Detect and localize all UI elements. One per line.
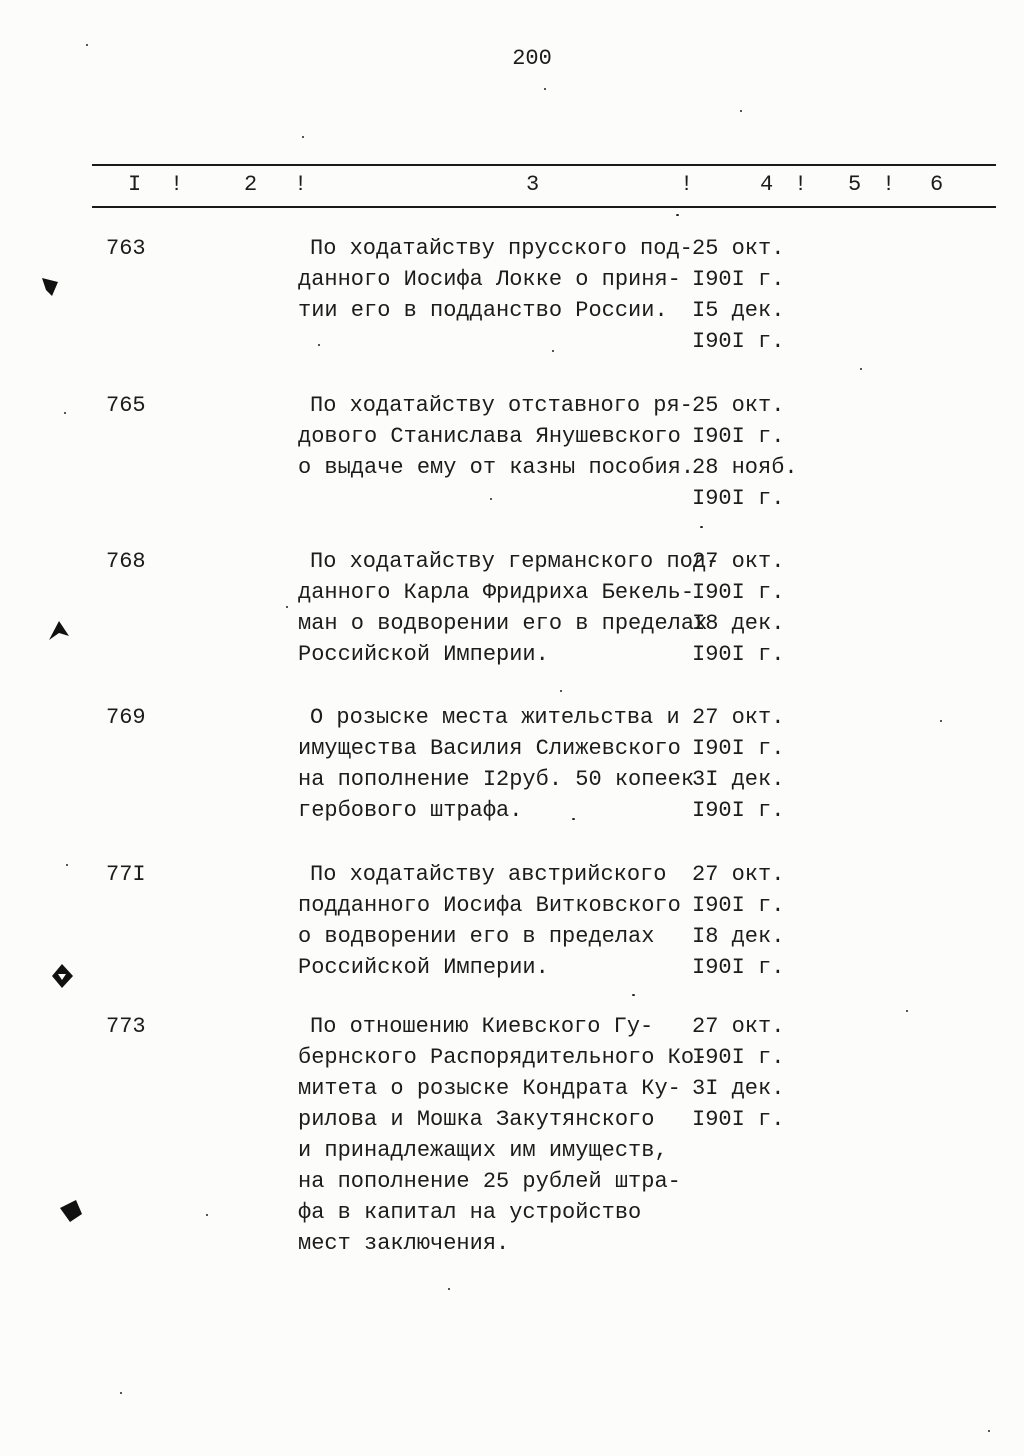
record-title: [298, 702, 695, 826]
record-dates: [692, 233, 832, 357]
column-header-6: 6: [930, 172, 944, 197]
title-line: бернского Распорядительного Ко-: [298, 1045, 708, 1070]
title-line: О розыске места жительства и: [310, 705, 680, 730]
binding-hole-mark: [36, 270, 66, 300]
date-line: 3I дек.: [692, 767, 785, 792]
date-line: 3I дек.: [692, 1076, 785, 1101]
title-line: фа в капитал на устройство: [298, 1200, 642, 1225]
column-header-2: 2: [244, 172, 258, 197]
date-line: I90I г.: [692, 955, 785, 980]
title-line: По отношению Киевского Гу-: [310, 1014, 654, 1039]
title-line: Российской Империи.: [298, 955, 549, 980]
date-line: I90I г.: [692, 1045, 785, 1070]
title-line: тии его в подданство России.: [298, 298, 668, 323]
table-header-rule: [92, 206, 996, 208]
binding-hole-mark: [46, 960, 78, 992]
record-dates: [692, 1011, 832, 1135]
column-separator: !: [882, 172, 896, 197]
title-line: о водворении его в пределах: [298, 924, 655, 949]
record-number: 769: [106, 705, 146, 730]
date-line: I8 дек.: [692, 924, 785, 949]
title-line: По ходатайству прусского под-: [310, 236, 693, 261]
date-line: I90I г.: [692, 1107, 785, 1132]
record-number: 77I: [106, 862, 146, 887]
record-title: [298, 859, 688, 983]
title-line: митета о розыске Кондрата Ку-: [298, 1076, 681, 1101]
title-line: ман о водворении его в пределах: [298, 611, 708, 636]
column-header-4: 4: [760, 172, 774, 197]
date-line: I90I г.: [692, 267, 785, 292]
title-line: По ходатайству отставного ря-: [310, 393, 693, 418]
binding-hole-mark: [44, 618, 74, 648]
record-number: 765: [106, 393, 146, 418]
title-line: о выдаче ему от казны пособия.: [298, 455, 695, 480]
date-line: 28 нояб.: [692, 455, 798, 480]
title-line: гербового штрафа.: [298, 798, 523, 823]
record-number: 763: [106, 236, 146, 261]
column-separator: !: [294, 172, 308, 197]
column-header-3: 3: [526, 172, 540, 197]
table-top-rule: [92, 164, 996, 166]
column-separator: !: [680, 172, 694, 197]
date-line: 27 окт.: [692, 705, 785, 730]
title-line: подданного Иосифа Витковского: [298, 893, 681, 918]
column-header-1: I: [128, 172, 142, 197]
title-line: мест заключения.: [298, 1231, 510, 1256]
record-dates: [692, 390, 832, 514]
date-line: I90I г.: [692, 798, 785, 823]
binding-hole-mark: [56, 1196, 86, 1226]
record-dates: [692, 546, 832, 670]
title-line: дового Станислава Янушевского: [298, 424, 681, 449]
title-line: данного Карла Фридриха Бекель-: [298, 580, 695, 605]
title-line: и принадлежащих им имуществ,: [298, 1138, 668, 1163]
title-line: По ходатайству германского под-: [310, 549, 720, 574]
date-line: I90I г.: [692, 424, 785, 449]
date-line: I90I г.: [692, 893, 785, 918]
record-title: [298, 233, 693, 326]
date-line: I90I г.: [692, 486, 785, 511]
date-line: 27 окт.: [692, 862, 785, 887]
title-line: на пополнение I2руб. 50 копеек: [298, 767, 695, 792]
record-number: 768: [106, 549, 146, 574]
title-line: имущества Василия Слижевского: [298, 736, 681, 761]
column-separator: !: [794, 172, 808, 197]
title-line: Российской Империи.: [298, 642, 549, 667]
record-title: [298, 1011, 708, 1259]
date-line: I90I г.: [692, 642, 785, 667]
date-line: I90I г.: [692, 329, 785, 354]
title-line: По ходатайству австрийского: [310, 862, 667, 887]
record-number: 773: [106, 1014, 146, 1039]
record-title: [298, 546, 720, 670]
column-separator: !: [170, 172, 184, 197]
date-line: I5 дек.: [692, 298, 785, 323]
date-line: 27 окт.: [692, 1014, 785, 1039]
title-line: на пополнение 25 рублей штра-: [298, 1169, 681, 1194]
date-line: 25 окт.: [692, 236, 785, 261]
title-line: рилова и Мошка Закутянского: [298, 1107, 655, 1132]
date-line: 25 окт.: [692, 393, 785, 418]
record-dates: [692, 859, 832, 983]
date-line: I90I г.: [692, 580, 785, 605]
record-title: [298, 390, 695, 483]
date-line: I8 дек.: [692, 611, 785, 636]
page-number: 200: [512, 46, 552, 71]
date-line: 27 окт.: [692, 549, 785, 574]
record-dates: [692, 702, 832, 826]
column-header-5: 5: [848, 172, 862, 197]
title-line: данного Иосифа Локке о приня-: [298, 267, 681, 292]
date-line: I90I г.: [692, 736, 785, 761]
